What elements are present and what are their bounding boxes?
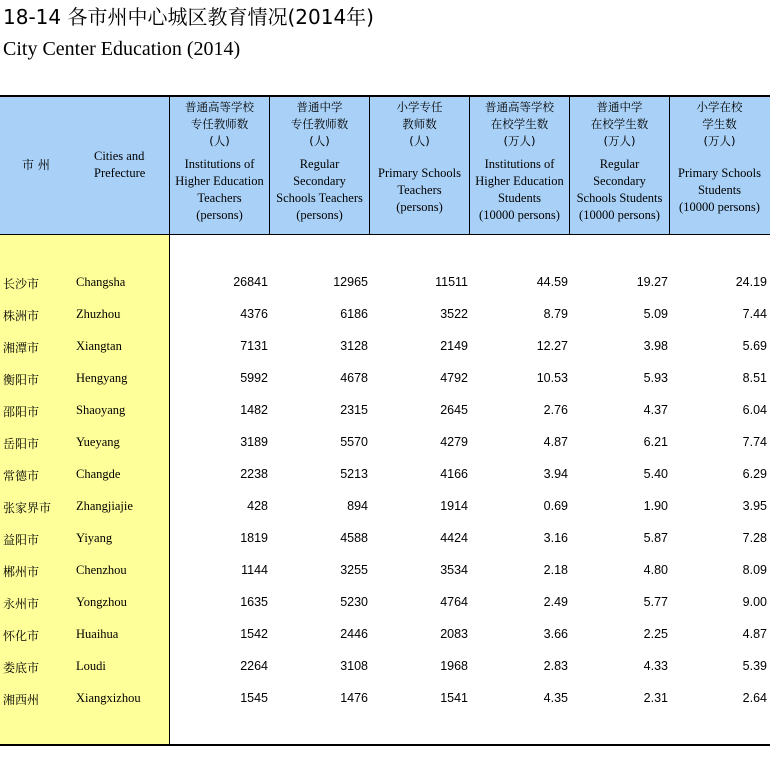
table-bottom-rule <box>0 744 770 746</box>
city-name-english: Hengyang <box>76 371 128 385</box>
column-header <box>170 97 269 234</box>
data-cell: 4588 <box>340 531 368 545</box>
city-name-chinese: 湘西州 <box>3 693 40 707</box>
column-header-chinese <box>170 99 269 150</box>
data-cell: 24.19 <box>735 275 767 289</box>
data-cell: 5.09 <box>643 307 668 321</box>
column-header-chinese-line: 普通中学 <box>296 100 343 114</box>
data-cell: 0.69 <box>543 499 568 513</box>
table-title-english: City Center Education (2014) <box>3 38 241 60</box>
city-name-english: Xiangxizhou <box>76 691 141 705</box>
column-header <box>270 97 369 234</box>
city-name-english: Xiangtan <box>76 339 122 353</box>
column-header-chinese-line: 普通高等学校 <box>185 100 254 114</box>
data-cell: 4166 <box>440 467 468 481</box>
table-row <box>0 401 770 421</box>
city-name-english: Yueyang <box>76 435 120 449</box>
data-cell: 5992 <box>240 371 268 385</box>
city-name-chinese: 长沙市 <box>3 277 40 291</box>
column-header-chinese-line: 普通高等学校 <box>485 100 554 114</box>
data-cell: 5.40 <box>643 467 668 481</box>
stub-header-english-line: Prefecture <box>94 166 146 180</box>
data-cell: 1482 <box>240 403 268 417</box>
data-cell: 2.18 <box>543 563 568 577</box>
data-cell: 4.37 <box>643 403 668 417</box>
column-header-chinese <box>470 99 569 150</box>
data-cell: 3.95 <box>742 499 767 513</box>
column-header-chinese-line: (万人) <box>703 134 736 148</box>
data-cell: 5213 <box>340 467 368 481</box>
column-header-english-line: (10000 persons) <box>479 208 560 222</box>
city-name-chinese: 邵阳市 <box>3 405 40 419</box>
data-cell: 1819 <box>240 531 268 545</box>
city-name-chinese: 永州市 <box>3 597 40 611</box>
stub-header-chinese: 市 州 <box>22 158 50 172</box>
column-header-chinese-line: (人) <box>409 134 430 148</box>
column-header-english-line: Secondary <box>293 174 346 188</box>
column-header-english-line: Teachers <box>397 183 442 197</box>
city-name-english: Changsha <box>76 275 126 289</box>
data-cell: 5.77 <box>643 595 668 609</box>
data-cell: 7.74 <box>742 435 767 449</box>
header-bottom-rule <box>0 234 770 235</box>
data-cell: 4.87 <box>543 435 568 449</box>
column-header-chinese-line: (万人) <box>603 134 636 148</box>
data-cell: 1542 <box>240 627 268 641</box>
column-header-english-line: Regular <box>599 157 640 171</box>
data-cell: 1545 <box>240 691 268 705</box>
data-cell: 2446 <box>340 627 368 641</box>
data-cell: 8.09 <box>742 563 767 577</box>
column-header-english-line: Teachers <box>197 191 242 205</box>
city-name-english: Yiyang <box>76 531 113 545</box>
column-header <box>670 97 769 234</box>
data-cell: 1144 <box>241 563 268 577</box>
data-cell: 894 <box>347 499 368 513</box>
data-cell: 4792 <box>440 371 468 385</box>
column-header-english <box>670 165 769 216</box>
table-row <box>0 273 770 293</box>
data-cell: 11511 <box>435 275 468 289</box>
data-cell: 428 <box>247 499 268 513</box>
data-cell: 2264 <box>240 659 268 673</box>
data-cell: 7.28 <box>742 531 767 545</box>
city-name-chinese: 张家界市 <box>3 501 52 515</box>
column-header-chinese <box>670 99 769 150</box>
data-cell: 12.27 <box>536 339 568 353</box>
table-row <box>0 337 770 357</box>
data-cell: 2083 <box>440 627 468 641</box>
column-header-english-line: Regular <box>299 157 340 171</box>
data-cell: 2238 <box>240 467 268 481</box>
table-row <box>0 433 770 453</box>
city-name-chinese: 益阳市 <box>3 533 40 547</box>
table-row <box>0 561 770 581</box>
column-header-english-line: Secondary <box>593 174 646 188</box>
column-header-chinese-line: 学生数 <box>702 117 737 131</box>
data-cell: 2149 <box>440 339 468 353</box>
column-header-chinese-line: (人) <box>209 134 230 148</box>
column-header-english-line: Higher Education <box>175 174 264 188</box>
data-cell: 3.66 <box>543 627 568 641</box>
data-cell: 10.53 <box>536 371 568 385</box>
data-cell: 3189 <box>240 435 268 449</box>
data-cell: 5.87 <box>643 531 668 545</box>
data-cell: 5.69 <box>742 339 767 353</box>
data-cell: 3.98 <box>643 339 668 353</box>
column-header-english-line: Primary Schools <box>378 166 461 180</box>
column-header-english-line: (10000 persons) <box>679 200 760 214</box>
city-name-chinese: 衡阳市 <box>3 373 40 387</box>
table-row <box>0 625 770 645</box>
column-header-english <box>270 156 369 224</box>
data-cell: 2.25 <box>643 627 668 641</box>
city-name-chinese: 湘潭市 <box>3 341 40 355</box>
column-header-chinese <box>570 99 669 150</box>
table-row <box>0 369 770 389</box>
data-cell: 5570 <box>340 435 368 449</box>
data-cell: 1914 <box>440 499 468 513</box>
column-header-english-line: Schools Teachers <box>276 191 363 205</box>
table-row <box>0 497 770 517</box>
column-header-english-line: (persons) <box>396 200 443 214</box>
data-cell: 1635 <box>240 595 268 609</box>
column-header-english-line: Primary Schools <box>678 166 761 180</box>
data-cell: 2.49 <box>543 595 568 609</box>
data-cell: 6.29 <box>742 467 767 481</box>
column-header-chinese-line: 在校学生数 <box>490 117 549 131</box>
stub-header-english <box>94 148 145 182</box>
data-cell: 6186 <box>340 307 368 321</box>
city-name-english: Zhangjiajie <box>76 499 133 513</box>
table-row <box>0 657 770 677</box>
city-name-chinese: 郴州市 <box>3 565 40 579</box>
data-cell: 4.33 <box>643 659 668 673</box>
column-header-english-line: Schools Students <box>576 191 663 205</box>
data-cell: 6.21 <box>643 435 668 449</box>
data-cell: 4424 <box>440 531 468 545</box>
column-header-chinese-line: 小学在校 <box>696 100 743 114</box>
data-cell: 1541 <box>440 691 468 705</box>
data-cell: 3534 <box>440 563 468 577</box>
column-header-english-line: (10000 persons) <box>579 208 660 222</box>
data-cell: 5230 <box>340 595 368 609</box>
data-cell: 2.64 <box>742 691 767 705</box>
column-header-chinese <box>270 99 369 150</box>
column-header-english <box>570 156 669 224</box>
data-cell: 3.16 <box>543 531 568 545</box>
column-header-english-line: Higher Education <box>475 174 564 188</box>
data-cell: 1.90 <box>643 499 668 513</box>
data-cell: 9.00 <box>742 595 767 609</box>
data-cell: 8.51 <box>742 371 767 385</box>
city-name-english: Shaoyang <box>76 403 126 417</box>
column-header-english-line: Students <box>497 191 542 205</box>
table-row <box>0 305 770 325</box>
column-header-english-line: (persons) <box>196 208 243 222</box>
column-header <box>370 97 469 234</box>
data-cell: 4279 <box>440 435 468 449</box>
data-cell: 2315 <box>340 403 368 417</box>
data-cell: 7.44 <box>742 307 767 321</box>
city-name-english: Chenzhou <box>76 563 127 577</box>
city-name-english: Loudi <box>76 659 106 673</box>
column-header-english-line: Institutions of <box>184 157 255 171</box>
data-cell: 2.31 <box>643 691 668 705</box>
table-row <box>0 593 770 613</box>
stub-header-english-line: Cities and <box>94 149 145 163</box>
data-cell: 4678 <box>340 371 368 385</box>
column-header-english-line: Students <box>697 183 742 197</box>
data-cell: 4764 <box>440 595 468 609</box>
column-header-chinese-line: (万人) <box>503 134 536 148</box>
column-header-chinese <box>370 99 469 150</box>
data-cell: 19.27 <box>636 275 668 289</box>
column-header-english <box>170 156 269 224</box>
table-row <box>0 465 770 485</box>
column-header-chinese-line: (人) <box>309 134 330 148</box>
data-cell: 4.35 <box>543 691 568 705</box>
data-cell: 4.80 <box>643 563 668 577</box>
data-cell: 3522 <box>440 307 468 321</box>
column-header-english <box>470 156 569 224</box>
table-row <box>0 689 770 709</box>
city-name-english: Huaihua <box>76 627 119 641</box>
city-name-chinese: 岳阳市 <box>3 437 40 451</box>
city-name-english: Zhuzhou <box>76 307 121 321</box>
data-cell: 3128 <box>340 339 368 353</box>
data-cell: 3255 <box>340 563 368 577</box>
data-cell: 5.39 <box>742 659 767 673</box>
data-cell: 3.94 <box>543 467 568 481</box>
table-title-chinese: 18-14 各市州中心城区教育情况(2014年) <box>3 5 374 29</box>
data-cell: 1968 <box>440 659 468 673</box>
data-cell: 6.04 <box>742 403 767 417</box>
column-header <box>470 97 569 234</box>
data-cell: 7131 <box>240 339 268 353</box>
city-name-chinese: 怀化市 <box>3 629 40 643</box>
data-cell: 44.59 <box>536 275 568 289</box>
column-header-english-line: (persons) <box>296 208 343 222</box>
data-cell: 3108 <box>340 659 368 673</box>
data-cell: 8.79 <box>543 307 568 321</box>
data-cell: 12965 <box>333 275 368 289</box>
column-header-chinese-line: 普通中学 <box>596 100 643 114</box>
city-name-chinese: 株洲市 <box>3 309 40 323</box>
data-cell: 2.83 <box>543 659 568 673</box>
column-header-chinese-line: 小学专任 <box>396 100 443 114</box>
column-header-english-line: Institutions of <box>484 157 555 171</box>
data-cell: 2.76 <box>543 403 568 417</box>
data-cell: 4376 <box>240 307 268 321</box>
data-cell: 26841 <box>233 275 268 289</box>
city-name-chinese: 娄底市 <box>3 661 40 675</box>
column-header <box>570 97 669 234</box>
table-row <box>0 529 770 549</box>
data-cell: 1476 <box>340 691 368 705</box>
column-header-chinese-line: 专任教师数 <box>290 117 349 131</box>
city-name-english: Changde <box>76 467 121 481</box>
city-name-chinese: 常德市 <box>3 469 40 483</box>
column-header-chinese-line: 专任教师数 <box>190 117 249 131</box>
column-header-english <box>370 165 469 216</box>
data-cell: 5.93 <box>643 371 668 385</box>
city-name-english: Yongzhou <box>76 595 127 609</box>
data-cell: 4.87 <box>742 627 767 641</box>
data-cell: 2645 <box>440 403 468 417</box>
column-header-chinese-line: 教师数 <box>402 117 437 131</box>
column-header-chinese-line: 在校学生数 <box>590 117 649 131</box>
